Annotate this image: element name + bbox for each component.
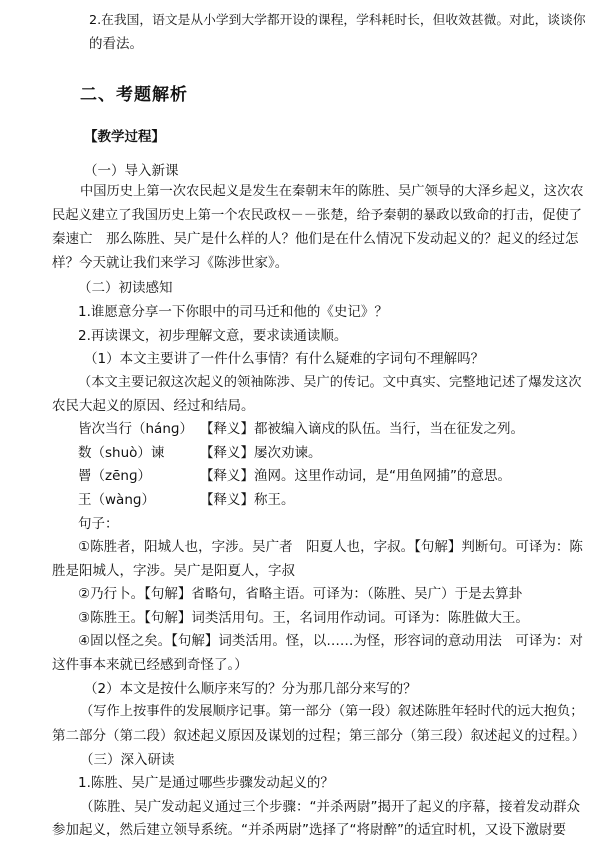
sentence-4-line-1: ④固以怪之矣。【句解】词类活用。怪，以……为怪，形容词的意动用法 可译为：对 xyxy=(78,633,583,649)
sentence-label: 句子： xyxy=(78,516,119,532)
part2-answer-1-line-1: （本文主要记叙这次起义的领袖陈涉、吴广的传记。文中真实、完整地记述了爆发这次 xyxy=(78,375,582,390)
part1-paragraph-line-1: 中国历史上第一次农民起义是发生在秦朝末年的陈胜、吴广领导的大泽乡起义，这次农 xyxy=(80,184,584,199)
part2-subquestion-1: （1）本文主要讲了一件什么事情？有什么疑难的字词句不理解吗？ xyxy=(84,351,485,367)
section-heading: 二、考题解析 xyxy=(80,85,188,105)
sentence-1-line-2: 胜是阳城人，字涉。吴广是阳夏人，字叔 xyxy=(52,563,295,579)
part3-answer-line-2: 参加起义，然后建立领导系统。“并杀两尉”选择了“将尉醉”的适宜时机，又设下激尉要 xyxy=(52,822,566,838)
part3-answer-line-1: （陈胜、吴广发动起义通过三个步骤：“并杀两尉”揭开了起义的序幕，接着发动群众 xyxy=(80,799,580,815)
vocab-word-4: 王（wànɡ） xyxy=(78,492,155,508)
vocab-word-3: 罾（zēnɡ） xyxy=(78,468,152,484)
vocab-meaning-2: 【释义】屡次劝谏。 xyxy=(200,445,322,461)
sentence-4-line-2: 这件事本来就已经感到奇怪了。） xyxy=(52,657,248,673)
vocab-meaning-1: 【释义】都被编入谪戍的队伍。当行，当在征发之列。 xyxy=(200,421,524,437)
part3-question-1: 1.陈胜、吴广是通过哪些步骤发动起义的？ xyxy=(78,775,334,791)
part2-answer-2-line-1: （写作上按事件的发展顺序记事。第一部分（第一段）叙述陈胜年轻时代的远大抱负； xyxy=(80,704,584,719)
question-2-line-2: 的看法。 xyxy=(89,36,143,52)
part2-answer-1-line-2: 农民大起义的原因、经过和结局。 xyxy=(52,398,255,414)
vocab-meaning-3: 【释义】渔网。这里作动词，是“用鱼网捕”的意思。 xyxy=(200,468,511,484)
sentence-1-line-1: ①陈胜者，阳城人也，字涉。吴广者 阳夏人也，字叔。【句解】判断句。可译为：陈 xyxy=(78,539,583,555)
vocab-meaning-4: 【释义】称王。 xyxy=(200,492,295,508)
part2-title: （二）初读感知 xyxy=(78,280,173,296)
part2-question-2: 2.再读课文，初步理解文意，要求读通读顺。 xyxy=(78,328,348,344)
part1-paragraph-line-3: 秦速亡 那么陈胜、吴广是什么样的人？他们是在什么情况下发动起义的？起义的经过怎 xyxy=(52,231,579,247)
part1-title: （一）导入新课 xyxy=(84,163,179,179)
question-2-line-1: 2.在我国，语文是从小学到大学都开设的课程，学科耗时长，但收效甚微。对此，谈谈你 xyxy=(89,13,586,28)
part1-paragraph-line-2: 民起义建立了我国历史上第一个农民政权－－张楚，给予秦朝的暴政以致命的打击，促使了 xyxy=(52,208,583,223)
vocab-word-2: 数（shuò）谏 xyxy=(78,445,165,461)
vocab-word-1: 皆次当行（hánɡ） xyxy=(78,421,193,437)
part2-question-1: 1.谁愿意分享一下你眼中的司马迁和他的《史记》？ xyxy=(78,304,388,320)
part1-paragraph-line-4: 样？今天就让我们来学习《陈涉世家》。 xyxy=(52,255,289,271)
part2-subquestion-2: （2）本文是按什么顺序来写的？分为那几部分来写的？ xyxy=(84,681,417,697)
part2-answer-2-line-2: 第二部分（第二段）叙述起义原因及谋划的过程；第三部分（第三段）叙述起义的过程。） xyxy=(52,728,586,744)
teaching-process-label: 【教学过程】 xyxy=(84,129,165,145)
sentence-2: ②乃行卜。【句解】省略句，省略主语。可译为：（陈胜、吴广）于是去算卦 xyxy=(78,586,523,602)
part3-title: （三）深入研读 xyxy=(80,752,175,768)
sentence-3: ③陈胜王。【句解】词类活用句。王，名词用作动词。可译为：陈胜做大王。 xyxy=(78,610,529,626)
